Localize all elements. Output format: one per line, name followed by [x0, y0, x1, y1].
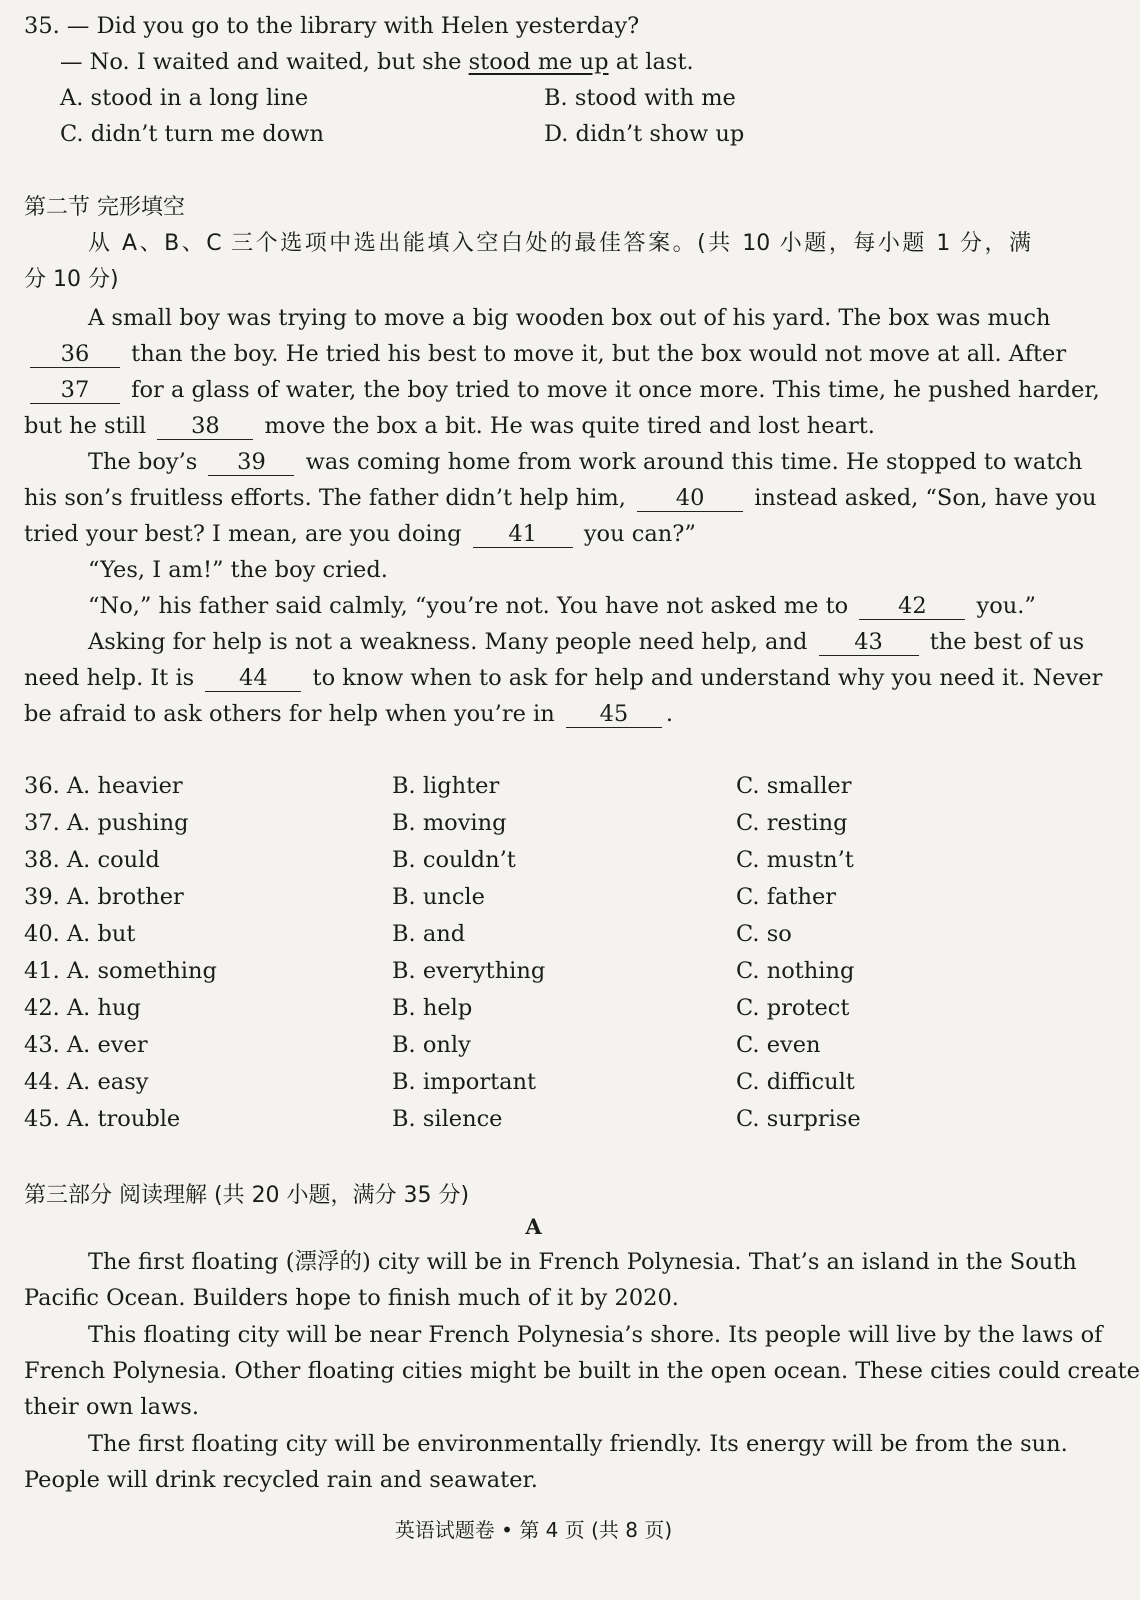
reading-p3-line1: The first floating city will be environmentally friendly. Its energy will be from the sun.	[88, 1431, 1068, 1457]
choice-row-42	[24, 990, 1031, 1026]
choice-39-b: B. uncle	[392, 884, 485, 910]
reading-passage-label: A	[525, 1214, 542, 1239]
choice-40-a: 40. A. but	[24, 921, 136, 947]
choice-36-b: B. lighter	[392, 773, 500, 799]
choice-41-a: 41. A. something	[24, 958, 217, 984]
choice-38-b: B. couldn’t	[392, 847, 516, 873]
choice-row-41	[24, 953, 1031, 989]
choice-37-c: C. resting	[736, 810, 848, 836]
choice-45-c: C. surprise	[736, 1106, 861, 1132]
choice-40-b: B. and	[392, 921, 466, 947]
choice-row-43	[24, 1027, 1031, 1063]
passage-line-1: A small boy was trying to move a big wooden box out of his yard. The box was much	[88, 305, 1051, 331]
choice-45-a: 45. A. trouble	[24, 1106, 181, 1132]
choice-36-c: C. smaller	[736, 773, 852, 799]
passage-line-3: 37 for a glass of water, the boy tried to move it once more. This time, he pushed harder,	[24, 372, 1031, 408]
blank-42: 42	[859, 593, 965, 620]
q35-question: 35. — Did you go to the library with Helen yesterday?	[24, 13, 640, 39]
passage-line-6: his son’s fruitless efforts. The father didn’t help him, 40 instead asked, “Son, have you	[24, 485, 1097, 511]
blank-38: 38	[157, 413, 253, 440]
q35-option-b: B. stood with me	[544, 85, 736, 111]
blank-44: 44	[205, 665, 301, 692]
section2-heading: 第二节 完形填空	[24, 195, 185, 220]
choice-44-a: 44. A. easy	[24, 1069, 149, 1095]
choice-43-c: C. even	[736, 1032, 821, 1058]
choice-36-a: 36. A. heavier	[24, 773, 183, 799]
blank-43: 43	[819, 629, 919, 656]
choice-44-c: C. difficult	[736, 1069, 855, 1095]
choice-43-b: B. only	[392, 1032, 471, 1058]
choice-37-a: 37. A. pushing	[24, 810, 189, 836]
choice-43-a: 43. A. ever	[24, 1032, 148, 1058]
q35-option-c: C. didn’t turn me down	[60, 121, 324, 147]
passage-line-11: need help. It is 44 to know when to ask for help and understand why you need it. Never	[24, 665, 1103, 691]
passage-line-7: tried your best? I mean, are you doing 41 you can?”	[24, 521, 696, 547]
q35-underlined-phrase: stood me up	[468, 49, 609, 75]
section2-instructions-1: 从 A、B、C 三个选项中选出能填入空白处的最佳答案。(共 10 小题，每小题 1 分，满	[88, 231, 1031, 256]
section3-heading: 第三部分 阅读理解 (共 20 小题，满分 35 分)	[24, 1183, 470, 1208]
passage-line-5: The boy’s 39 was coming home from work around this time. He stopped to watch	[88, 449, 1083, 475]
blank-41: 41	[473, 521, 573, 548]
passage-line-8: “Yes, I am!” the boy cried.	[88, 557, 388, 583]
passage-line-4: but he still 38 move the box a bit. He was quite tired and lost heart.	[24, 413, 875, 439]
reading-p3-line2: People will drink recycled rain and seawater.	[24, 1467, 538, 1493]
q35-option-d: D. didn’t show up	[544, 121, 745, 147]
reading-p2-line1: This floating city will be near French Polynesia’s shore. Its people will live by the laws of	[88, 1322, 1103, 1348]
choice-row-40	[24, 916, 1031, 952]
reading-p2-line3: their own laws.	[24, 1394, 199, 1420]
blank-45: 45	[566, 701, 662, 728]
choice-39-c: C. father	[736, 884, 837, 910]
choice-45-b: B. silence	[392, 1106, 503, 1132]
choice-39-a: 39. A. brother	[24, 884, 184, 910]
passage-line-9: “No,” his father said calmly, “you’re not. You have not asked me to 42 you.”	[88, 593, 1036, 619]
section2-instructions-2: 分 10 分)	[24, 267, 119, 292]
choice-row-44	[24, 1064, 1031, 1100]
choice-38-a: 38. A. could	[24, 847, 160, 873]
choice-row-36	[24, 768, 1031, 804]
reading-p1-line2: Pacific Ocean. Builders hope to finish much of it by 2020.	[24, 1285, 679, 1311]
passage-line-10: Asking for help is not a weakness. Many people need help, and 43 the best of us	[88, 629, 1085, 655]
choice-41-b: B. everything	[392, 958, 546, 984]
blank-40: 40	[637, 485, 743, 512]
passage-line-2: 36 than the boy. He tried his best to move it, but the box would not move at all. After	[24, 336, 1031, 372]
reading-p2-line2: French Polynesia. Other floating cities might be built in the open ocean. These cities could create	[24, 1358, 1140, 1384]
passage-line-12: be afraid to ask others for help when you’re in 45 .	[24, 701, 674, 727]
choice-37-b: B. moving	[392, 810, 507, 836]
q35-answer: — No. I waited and waited, but she stood me up at last.	[60, 49, 694, 75]
choice-42-b: B. help	[392, 995, 473, 1021]
choice-44-b: B. important	[392, 1069, 537, 1095]
choice-42-a: 42. A. hug	[24, 995, 141, 1021]
page-footer: 英语试题卷 • 第 4 页 (共 8 页)	[394, 1518, 673, 1542]
choice-row-37	[24, 805, 1031, 841]
blank-36: 36	[30, 341, 120, 368]
choice-41-c: C. nothing	[736, 958, 855, 984]
reading-p1-line1: The first floating (漂浮的) city will be in French Polynesia. That’s an island in the South	[88, 1249, 1077, 1275]
blank-37: 37	[30, 377, 120, 404]
choice-row-39	[24, 879, 1031, 915]
blank-39: 39	[208, 449, 294, 476]
choice-42-c: C. protect	[736, 995, 850, 1021]
q35-option-a: A. stood in a long line	[60, 85, 309, 111]
choice-row-38	[24, 842, 1031, 878]
choice-38-c: C. mustn’t	[736, 847, 854, 873]
choice-row-45	[24, 1101, 1031, 1137]
choice-40-c: C. so	[736, 921, 792, 947]
